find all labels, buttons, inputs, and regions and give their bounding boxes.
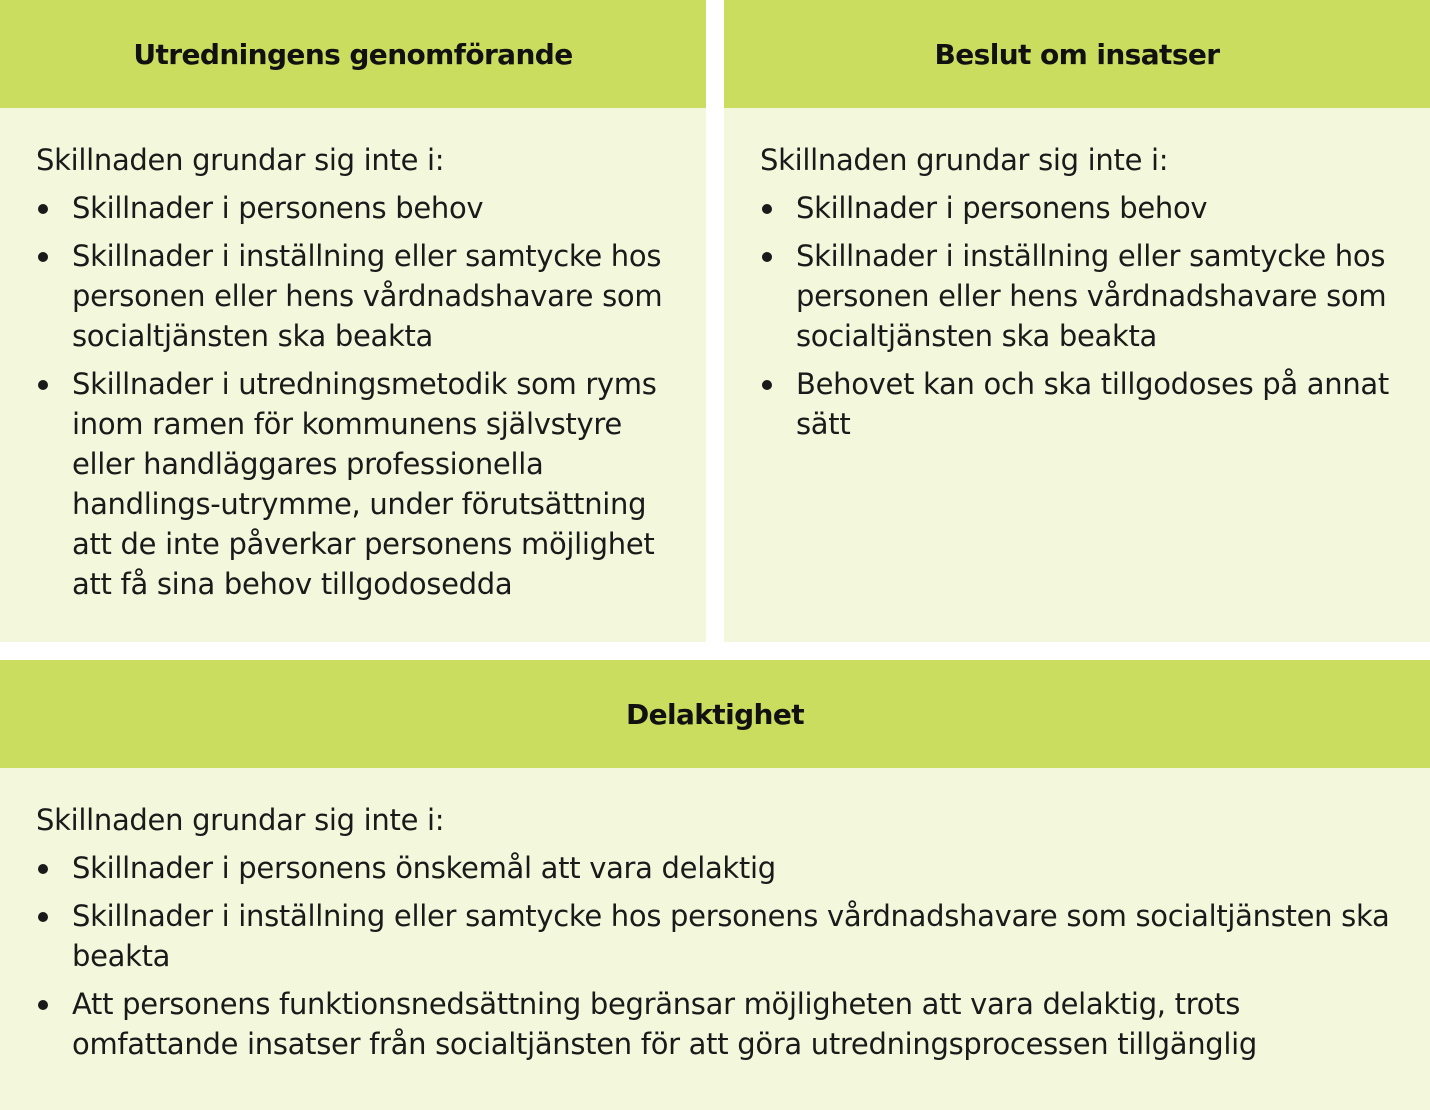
panel-header <box>0 660 1430 768</box>
panel-title: Delaktighet <box>625 697 805 731</box>
list-item-text: Skillnader i personens behov <box>72 191 484 225</box>
panel-beslut-om-insatser <box>724 0 1430 642</box>
bullet-icon <box>762 204 772 214</box>
bullet-list <box>36 188 690 604</box>
panel-header <box>0 0 706 108</box>
panel-body <box>36 140 690 612</box>
list-item <box>36 236 692 356</box>
list-item-text: Skillnader i personens behov <box>796 191 1208 225</box>
panel-utredningens-genomforande <box>0 0 706 642</box>
list-item-text: Skillnader i inställning eller samtycke hos personen eller hens vårdnadshavare som socialtjänsten ska beakta <box>72 239 663 353</box>
list-item <box>36 364 692 604</box>
list-item-text: Skillnader i utredningsmetodik som ryms inom ramen för kommunens självstyre eller handläggares professionella handlings-utrymme, under förutsättning att de inte påverkar personens möjlighet att få sina behov tillgodosedda <box>72 367 657 601</box>
list-item <box>760 236 1416 356</box>
bullet-icon <box>762 252 772 262</box>
bullet-icon <box>38 1000 48 1010</box>
bullet-icon <box>38 252 48 262</box>
intro-text: Skillnaden grundar sig inte i: <box>36 143 445 177</box>
list-item <box>760 188 1416 228</box>
bullet-icon <box>38 912 48 922</box>
bullet-list <box>760 188 1414 444</box>
bullet-icon <box>762 380 772 390</box>
list-item-text: Skillnader i personens önskemål att vara delaktig <box>72 851 776 885</box>
list-item <box>36 896 1414 976</box>
list-item <box>36 848 1414 888</box>
bullet-list <box>36 848 1414 1064</box>
list-item <box>36 188 692 228</box>
panel-delaktighet <box>0 660 1430 1110</box>
panel-title: Beslut om insatser <box>934 37 1220 71</box>
panel-title: Utredningens genomförande <box>133 37 573 71</box>
bullet-icon <box>38 380 48 390</box>
list-item-text: Att personens funktionsnedsättning begränsar möjligheten att vara delaktig, trots omfattande insatser från socialtjänsten för att göra utredningsprocessen tillgänglig <box>72 987 1258 1061</box>
intro-text: Skillnaden grundar sig inte i: <box>36 803 445 837</box>
panel-body <box>760 140 1414 452</box>
panel-body <box>36 800 1414 1072</box>
intro-text: Skillnaden grundar sig inte i: <box>760 143 1169 177</box>
panel-header <box>724 0 1430 108</box>
bullet-icon <box>38 864 48 874</box>
list-item-text: Skillnader i inställning eller samtycke hos personen eller hens vårdnadshavare som socialtjänsten ska beakta <box>796 239 1387 353</box>
list-item-text: Behovet kan och ska tillgodoses på annat sätt <box>796 367 1389 441</box>
list-item <box>36 984 1414 1064</box>
bullet-icon <box>38 204 48 214</box>
list-item-text: Skillnader i inställning eller samtycke hos personens vårdnadshavare som socialtjänsten ska beakta <box>72 899 1390 973</box>
list-item <box>760 364 1416 444</box>
